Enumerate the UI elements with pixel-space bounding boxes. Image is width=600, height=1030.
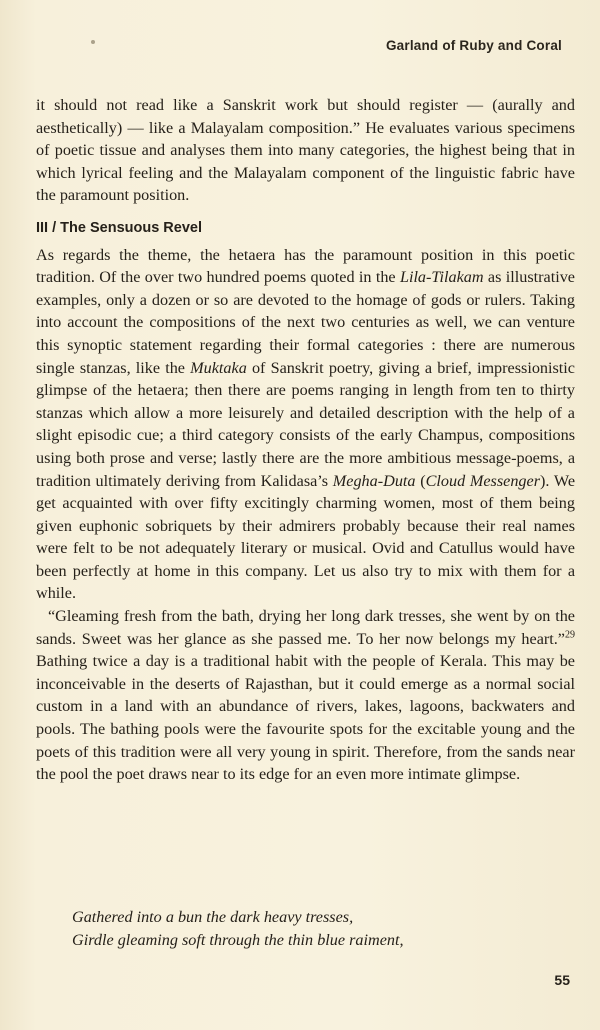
- verse-quote: [72, 906, 404, 951]
- italic-term: Muktaka: [190, 358, 247, 377]
- page-number: 55: [554, 972, 570, 988]
- text-run: as illustrative examples, only a dozen or so are devoted to the homage of gods or rulers. Taking into account the compositions of the next two centuries as well, we can venture this synoptic statement regarding their formal categories : there are numerous single stanzas, like the: [36, 268, 575, 377]
- footnote-marker: 29: [565, 629, 575, 641]
- text-run: ). We get acquainted with over fifty excitingly charming women, most of them being given euphonic sobriquets by their admirers probably because their real names were felt to be not adequately literary or musical. Ovid and Catullus would have been perfectly at home in this company. Let us also try to mix with them for a while.: [36, 471, 576, 603]
- body-text: [36, 94, 575, 786]
- italic-title: Cloud Messenger: [425, 471, 541, 490]
- paragraph-theme: [36, 244, 575, 606]
- paragraph-continuation: it should not read like a Sanskrit work but should register — (aurally and aesthetically) — like a Malayalam composition.” He evaluates various specimens of poetic tissue and analyses them into many categories, the highest being that in which lyrical feeling and the Malayalam component of the linguistic fabric have the paramount position.: [36, 96, 575, 205]
- text-run: of Sanskrit poetry, giving a brief, impressionistic glimpse of the hetaera; then there are poems ranging in length from ten to thirty stanzas which allow a more leisurely and detailed description with the help of a slight episodic cue; a third category consists of the early Champus, compositions using both prose and verse; lastly there are the more ambitious message-poems, a tradition ultimately deriving from Kalidasa’s: [36, 358, 575, 490]
- italic-title: Lila-Tilakam: [399, 268, 484, 287]
- text-run: Bathing twice a day is a traditional habit with the people of Kerala. This may be inconceivable in the deserts of Rajasthan, but it could emerge as a normal social custom in a land with an abundance of rivers, lakes, lagoons, backwaters and pools. The bathing pools were the favourite spots for the excitable young and the poets of this tradition were all very young in spirit. Therefore, from the sands near the pool the poet draws near to its edge for an even more intimate glimpse.: [36, 652, 575, 784]
- verse-line: Gathered into a bun the dark heavy tresses,: [72, 908, 354, 926]
- text-run: (: [415, 471, 426, 490]
- paper-speck: [91, 40, 95, 44]
- running-head: Garland of Ruby and Coral: [385, 38, 562, 53]
- paragraph-bathing: [36, 605, 575, 786]
- section-heading: III / The Sensuous Revel: [36, 219, 202, 236]
- italic-title: Megha-Duta: [332, 471, 416, 490]
- verse-line: Girdle gleaming soft through the thin blue raiment,: [72, 930, 404, 949]
- text-run: As regards the theme, the hetaera has the paramount position in this poetic tradition. Of the over two hundred poems quoted in the: [36, 245, 575, 287]
- text-run: “Gleaming fresh from the bath, drying her long dark tresses, she went by on the sands. Sweet was her glance as she passed me. To her now belongs my heart.”: [36, 607, 575, 648]
